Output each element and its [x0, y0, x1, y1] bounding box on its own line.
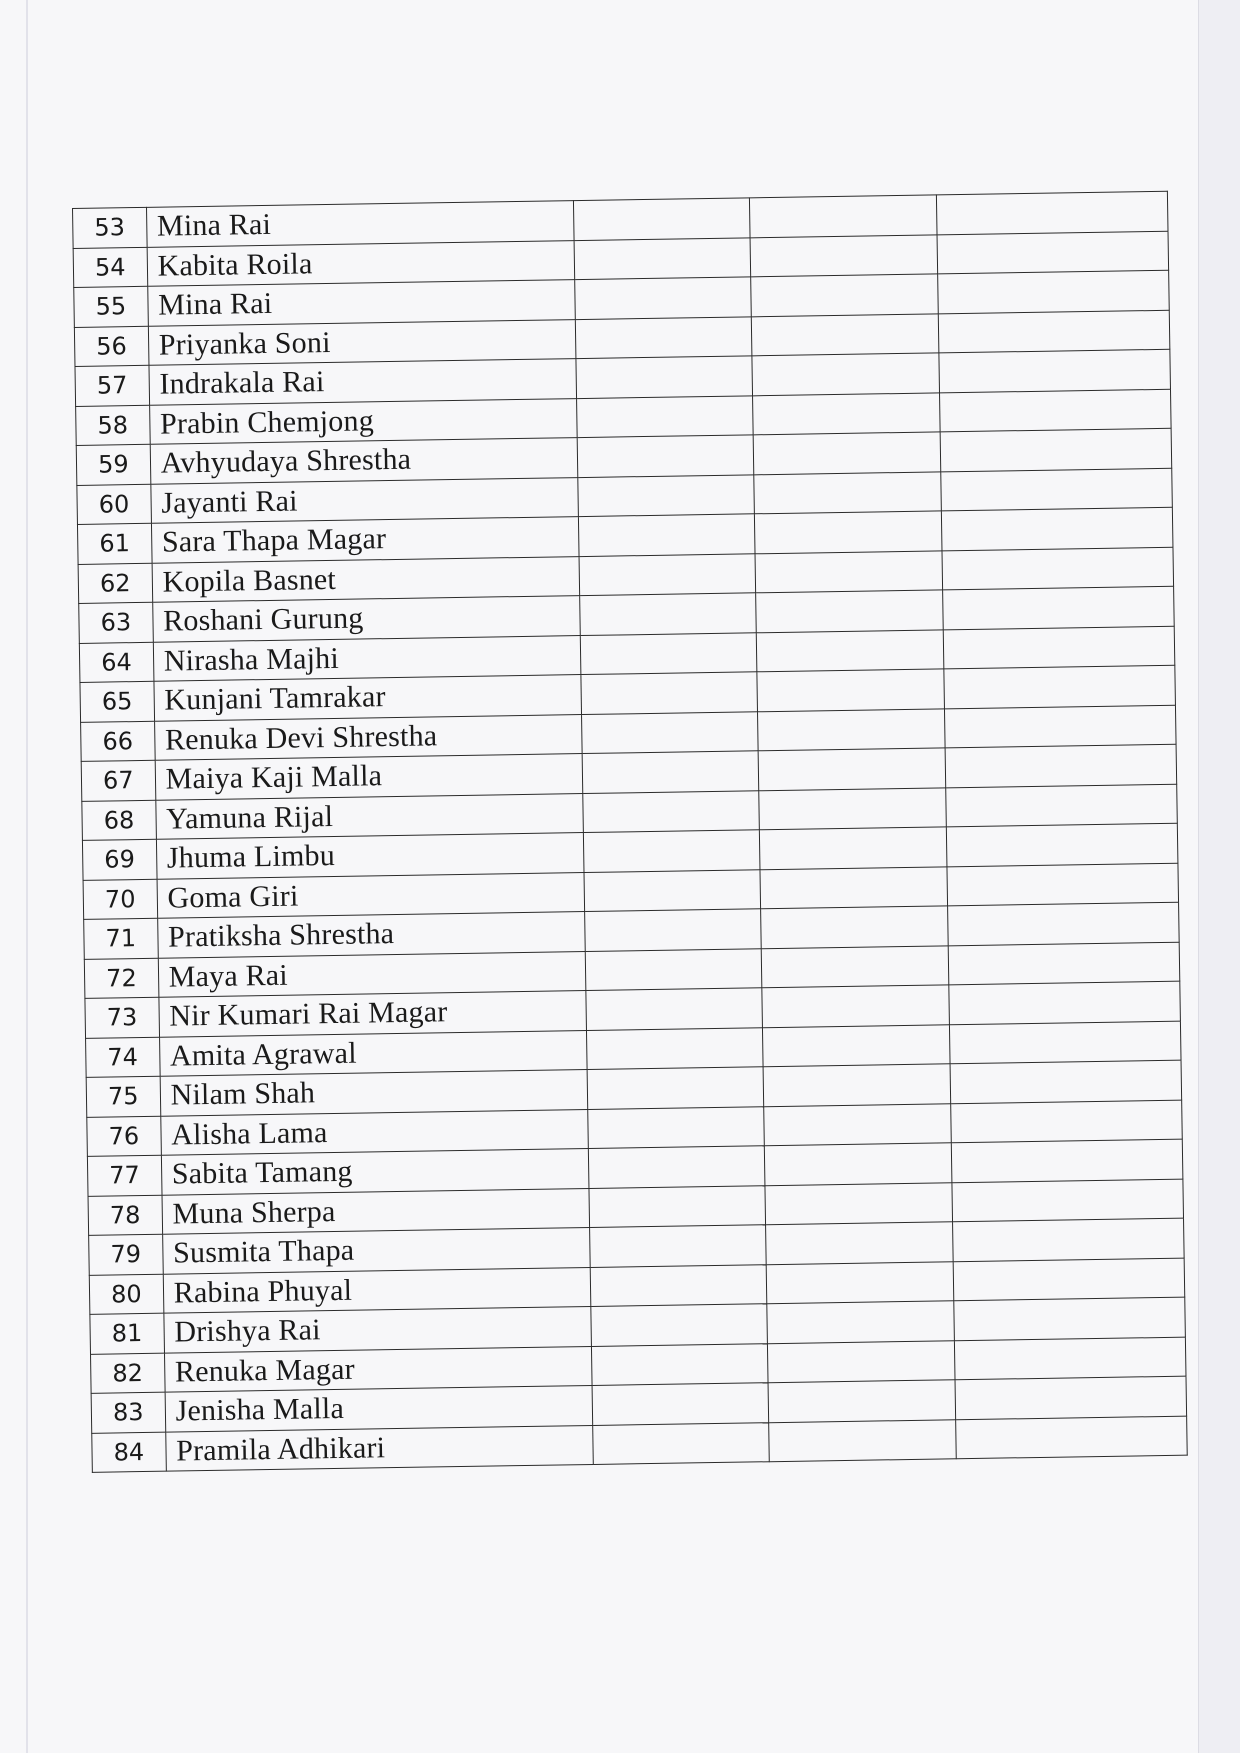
serial-number-cell: 75 [86, 1076, 160, 1117]
serial-number-cell: 81 [90, 1313, 164, 1354]
name-cell: Kopila Basnet [152, 556, 580, 602]
name-cell: Jenisha Malla [165, 1385, 593, 1431]
name-cell: Priyanka Soni [148, 319, 576, 365]
blank-cell-2 [760, 866, 947, 908]
blank-cell-3 [947, 902, 1179, 945]
blank-cell-1 [578, 435, 755, 477]
serial-number-cell: 69 [82, 839, 156, 880]
name-cell: Jhuma Limbu [156, 833, 584, 879]
blank-cell-2 [762, 985, 949, 1027]
blank-cell-3 [945, 784, 1177, 827]
blank-cell-1 [583, 790, 760, 832]
name-cell: Yamuna Rijal [155, 793, 583, 839]
blank-cell-3 [938, 310, 1170, 353]
blank-cell-2 [753, 392, 940, 434]
blank-cell-1 [579, 514, 756, 556]
serial-number-cell: 57 [75, 365, 149, 406]
serial-number-cell: 59 [76, 444, 150, 485]
blank-cell-3 [945, 744, 1177, 787]
blank-cell-3 [948, 942, 1180, 985]
blank-cell-3 [949, 981, 1181, 1024]
blank-cell-2 [755, 511, 942, 553]
blank-cell-2 [762, 945, 949, 987]
blank-cell-2 [757, 629, 944, 671]
blank-cell-1 [581, 632, 758, 674]
name-cell: Mina Rai [147, 280, 575, 326]
blank-cell-1 [591, 1304, 768, 1346]
blank-cell-3 [953, 1297, 1185, 1340]
serial-number-cell: 60 [77, 484, 151, 525]
blank-cell-3 [955, 1416, 1187, 1459]
blank-cell-3 [937, 231, 1169, 274]
blank-cell-3 [943, 626, 1175, 669]
blank-cell-2 [764, 1103, 951, 1145]
blank-cell-1 [576, 316, 753, 358]
serial-number-cell: 66 [81, 721, 155, 762]
blank-cell-3 [944, 705, 1176, 748]
name-cell: Sara Thapa Magar [151, 517, 579, 563]
name-cell: Nir Kumari Rai Magar [159, 991, 587, 1037]
serial-number-cell: 62 [78, 563, 152, 604]
blank-cell-2 [767, 1261, 954, 1303]
serial-number-cell: 73 [85, 997, 159, 1038]
blank-cell-1 [589, 1146, 766, 1188]
blank-cell-1 [591, 1264, 768, 1306]
blank-cell-1 [587, 1027, 764, 1069]
name-cell: Kabita Roila [147, 240, 575, 286]
blank-cell-3 [953, 1258, 1185, 1301]
blank-cell-3 [946, 823, 1178, 866]
name-cell: Jayanti Rai [151, 477, 579, 523]
blank-cell-3 [942, 547, 1174, 590]
serial-number-cell: 67 [81, 760, 155, 801]
blank-cell-2 [763, 1024, 950, 1066]
blank-cell-1 [586, 948, 763, 990]
blank-cell-2 [752, 313, 939, 355]
blank-cell-2 [757, 669, 944, 711]
serial-number-cell: 55 [74, 286, 148, 327]
serial-number-cell: 80 [89, 1274, 163, 1315]
name-cell: Pramila Adhikari [165, 1425, 593, 1471]
serial-number-cell: 71 [84, 918, 158, 959]
page-right-edge [1198, 0, 1240, 1753]
serial-number-cell: 58 [76, 405, 150, 446]
blank-cell-2 [768, 1380, 955, 1422]
blank-cell-2 [752, 353, 939, 395]
serial-number-cell: 70 [83, 879, 157, 920]
blank-cell-3 [940, 428, 1172, 471]
name-cell: Kunjani Tamrakar [154, 675, 582, 721]
name-cell: Alisha Lama [160, 1109, 588, 1155]
name-cell: Nirasha Majhi [153, 635, 581, 681]
name-list-table [72, 191, 1188, 1473]
serial-number-cell: 83 [91, 1392, 165, 1433]
blank-cell-2 [764, 1064, 951, 1106]
blank-cell-3 [939, 349, 1171, 392]
blank-cell-1 [588, 1067, 765, 1109]
blank-cell-3 [939, 389, 1171, 432]
blank-cell-3 [950, 1100, 1182, 1143]
blank-cell-2 [754, 432, 941, 474]
blank-cell-3 [942, 586, 1174, 629]
name-cell: Susmita Thapa [162, 1227, 590, 1273]
blank-cell-1 [576, 356, 753, 398]
blank-cell-1 [577, 395, 754, 437]
name-cell: Drishya Rai [164, 1306, 592, 1352]
blank-cell-2 [769, 1419, 956, 1461]
blank-cell-2 [758, 708, 945, 750]
name-cell: Muna Sherpa [162, 1188, 590, 1234]
blank-cell-3 [952, 1179, 1184, 1222]
blank-cell-2 [768, 1340, 955, 1382]
blank-cell-3 [952, 1218, 1184, 1261]
serial-number-cell: 68 [82, 800, 156, 841]
blank-cell-2 [759, 787, 946, 829]
serial-number-cell: 56 [74, 326, 148, 367]
blank-cell-2 [755, 550, 942, 592]
blank-cell-1 [583, 751, 760, 793]
serial-number-cell: 64 [79, 642, 153, 683]
serial-number-cell: 82 [91, 1353, 165, 1394]
name-cell: Amita Agrawal [159, 1030, 587, 1076]
blank-cell-1 [590, 1225, 767, 1267]
serial-number-cell: 63 [79, 602, 153, 643]
blank-cell-1 [584, 869, 761, 911]
table-body [73, 191, 1188, 1472]
serial-number-cell: 74 [86, 1037, 160, 1078]
blank-cell-1 [580, 593, 757, 635]
name-cell: Maiya Kaji Malla [155, 754, 583, 800]
blank-cell-2 [750, 195, 937, 237]
serial-number-cell: 61 [77, 523, 151, 564]
name-cell: Goma Giri [157, 872, 585, 918]
serial-number-cell: 84 [92, 1432, 166, 1473]
blank-cell-3 [936, 191, 1168, 234]
blank-cell-3 [954, 1337, 1186, 1380]
blank-cell-1 [584, 830, 761, 872]
blank-cell-1 [579, 553, 756, 595]
blank-cell-2 [766, 1222, 953, 1264]
name-cell: Mina Rai [146, 201, 574, 247]
name-cell: Prabin Chemjong [149, 398, 577, 444]
blank-cell-3 [949, 1021, 1181, 1064]
blank-cell-2 [750, 234, 937, 276]
name-cell: Renuka Devi Shrestha [154, 714, 582, 760]
serial-number-cell: 53 [73, 207, 147, 248]
name-cell: Rabina Phuyal [163, 1267, 591, 1313]
serial-number-cell: 72 [84, 958, 158, 999]
blank-cell-3 [950, 1060, 1182, 1103]
serial-number-cell: 79 [89, 1234, 163, 1275]
blank-cell-2 [767, 1301, 954, 1343]
blank-cell-1 [589, 1185, 766, 1227]
blank-cell-1 [575, 237, 752, 279]
blank-cell-1 [585, 909, 762, 951]
blank-cell-1 [574, 198, 751, 240]
blank-cell-1 [592, 1383, 769, 1425]
blank-cell-1 [578, 474, 755, 516]
name-cell: Indrakala Rai [149, 359, 577, 405]
blank-cell-3 [951, 1139, 1183, 1182]
blank-cell-3 [941, 507, 1173, 550]
blank-cell-2 [756, 590, 943, 632]
name-cell: Renuka Magar [164, 1346, 592, 1392]
blank-cell-1 [575, 277, 752, 319]
blank-cell-3 [937, 270, 1169, 313]
blank-cell-3 [940, 468, 1172, 511]
blank-cell-1 [588, 1106, 765, 1148]
blank-cell-3 [947, 863, 1179, 906]
name-cell: Nilam Shah [160, 1070, 588, 1116]
blank-cell-2 [751, 274, 938, 316]
name-cell: Sabita Tamang [161, 1148, 589, 1194]
blank-cell-2 [759, 748, 946, 790]
blank-cell-2 [761, 906, 948, 948]
serial-number-cell: 76 [87, 1116, 161, 1157]
blank-cell-1 [586, 988, 763, 1030]
name-cell: Roshani Gurung [152, 596, 580, 642]
name-cell: Avhyudaya Shrestha [150, 438, 578, 484]
blank-cell-1 [593, 1422, 770, 1464]
name-cell: Pratiksha Shrestha [157, 912, 585, 958]
blank-cell-3 [944, 665, 1176, 708]
blank-cell-2 [765, 1143, 952, 1185]
blank-cell-3 [955, 1376, 1187, 1419]
serial-number-cell: 65 [80, 681, 154, 722]
blank-cell-1 [581, 672, 758, 714]
blank-cell-2 [765, 1182, 952, 1224]
blank-cell-1 [582, 711, 759, 753]
blank-cell-2 [754, 471, 941, 513]
page-left-edge [26, 0, 28, 1753]
name-cell: Maya Rai [158, 951, 586, 997]
serial-number-cell: 78 [88, 1195, 162, 1236]
blank-cell-2 [760, 827, 947, 869]
blank-cell-1 [592, 1343, 769, 1385]
serial-number-cell: 54 [73, 247, 147, 288]
serial-number-cell: 77 [87, 1155, 161, 1196]
